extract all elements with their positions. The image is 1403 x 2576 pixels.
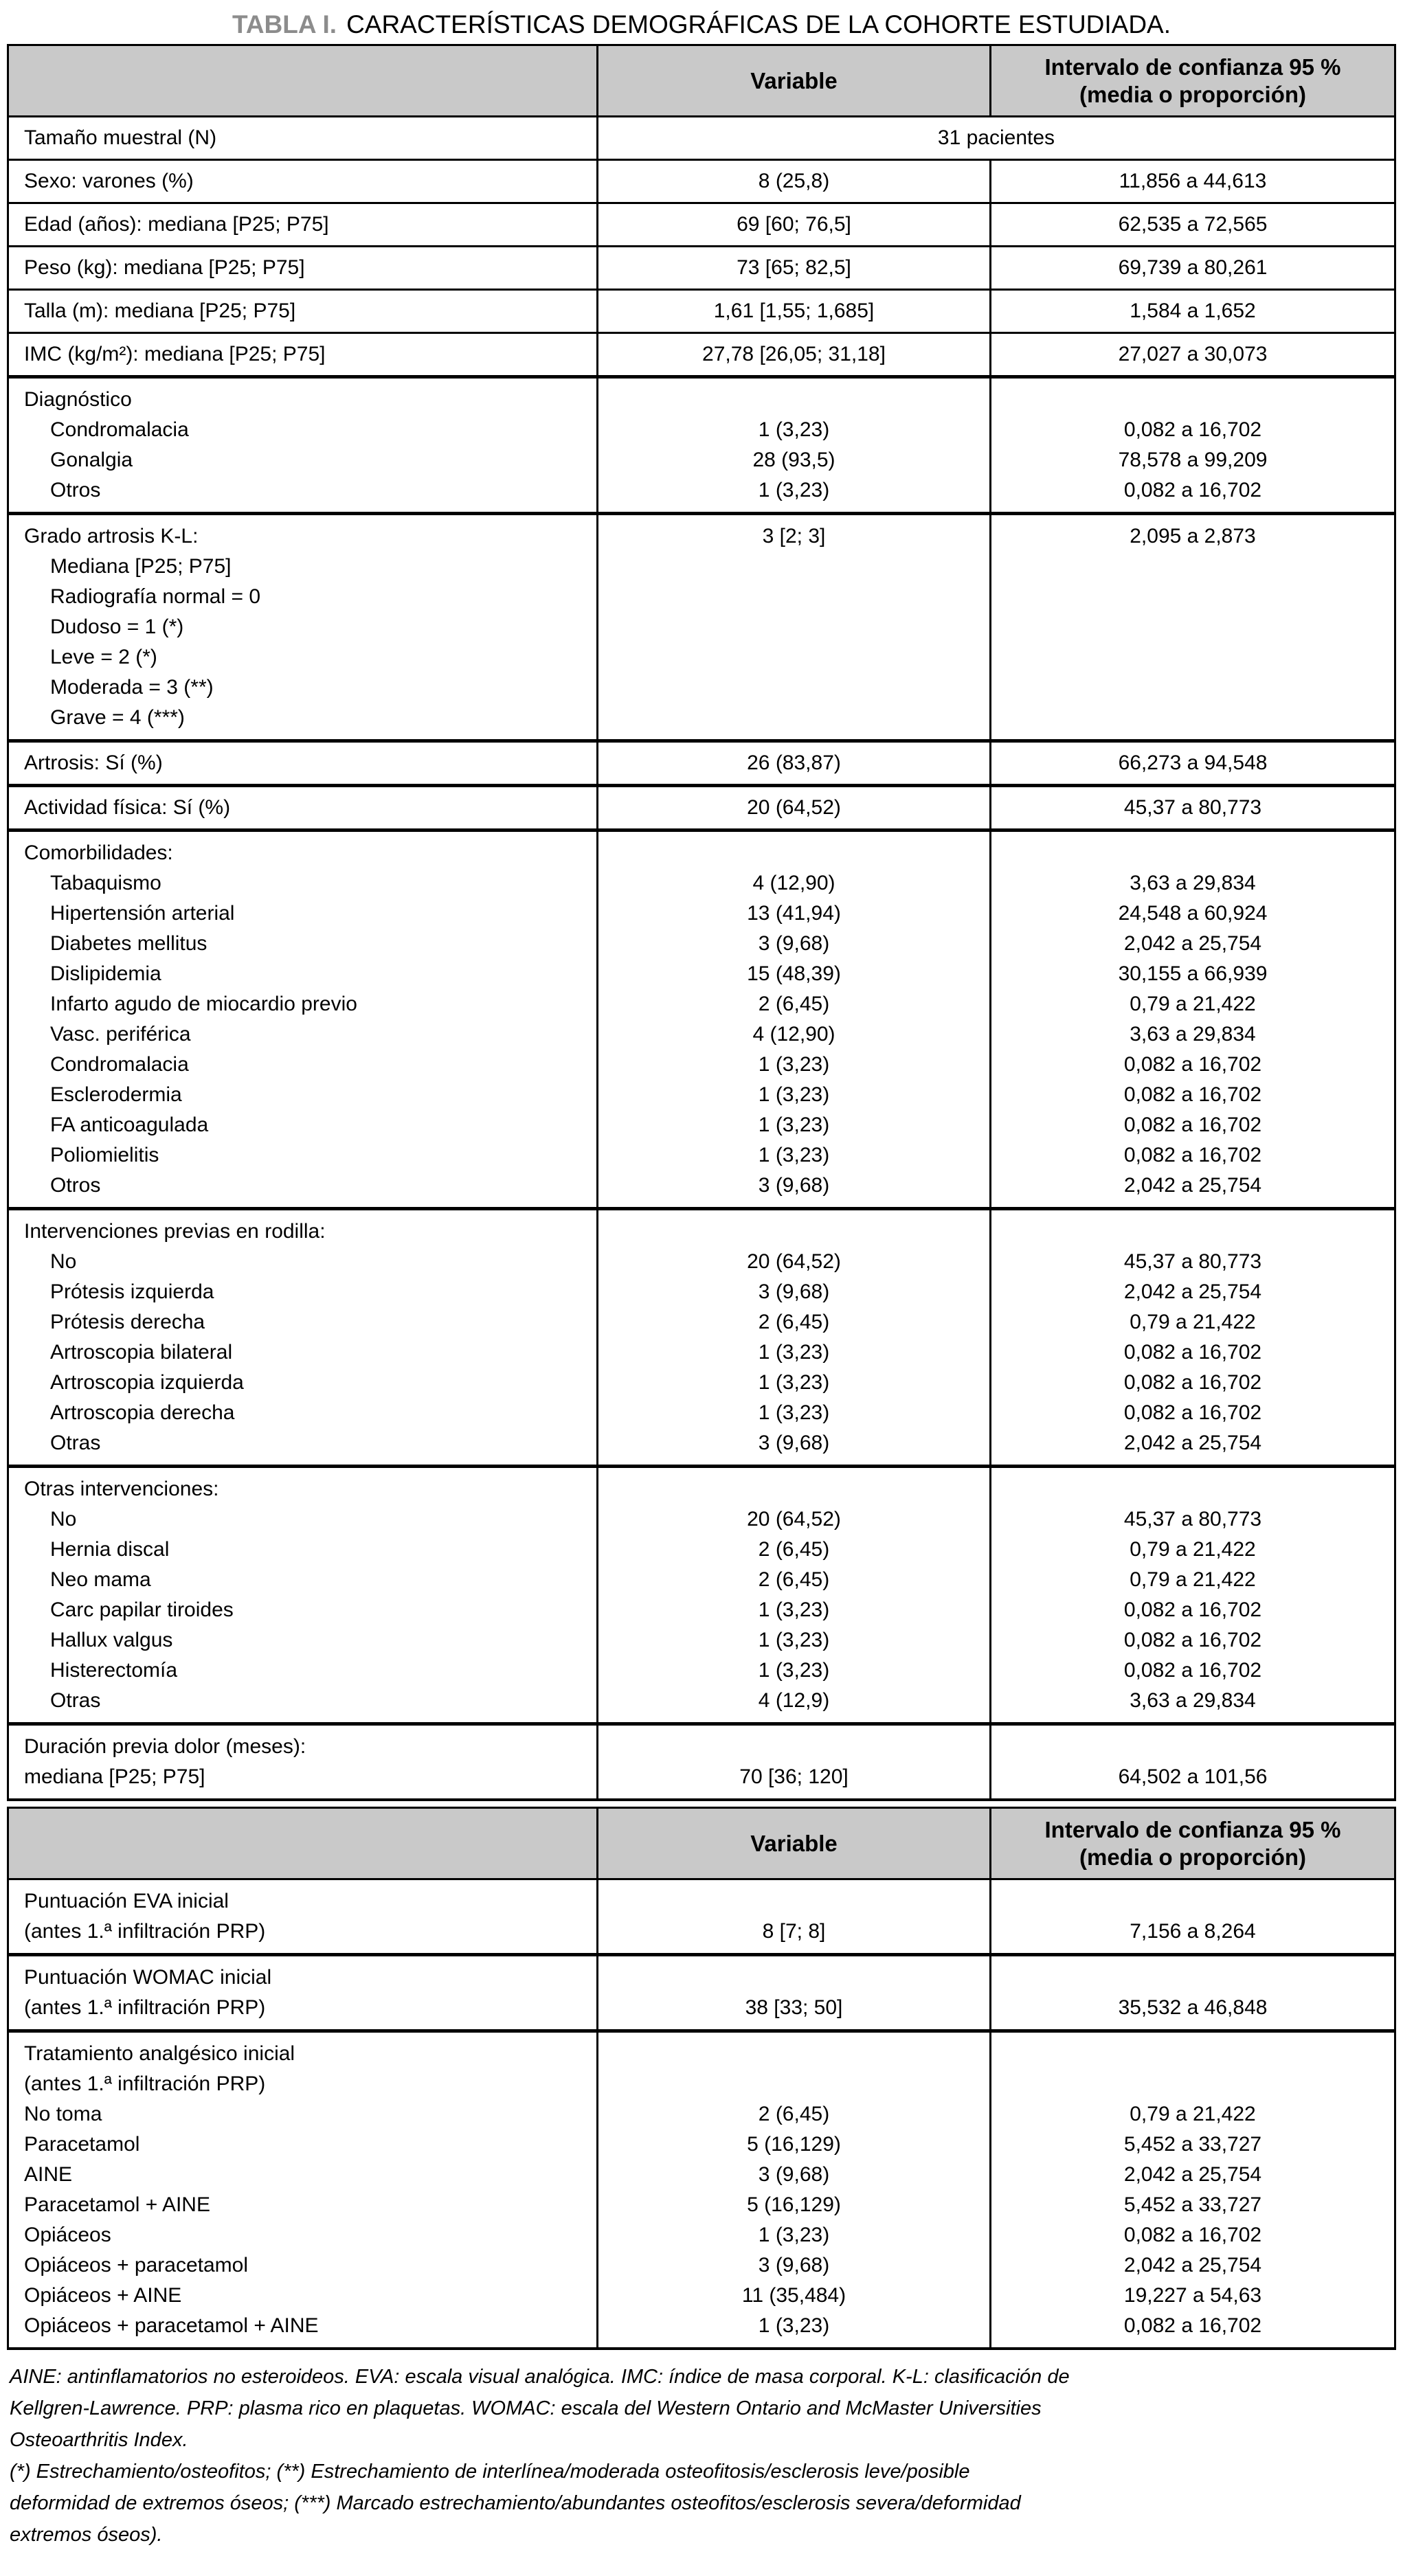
row-ci: 0,082 a 16,702 (1123, 1053, 1262, 1076)
row-value: 2 (6,45) (758, 1538, 830, 1561)
table-row-group (9, 1953, 1394, 2029)
header-cell-variable: Variable (596, 1809, 989, 1878)
variable-column (596, 204, 989, 245)
row-value: 1 (3,23) (758, 418, 830, 441)
row-value (598, 2069, 989, 2099)
row-label: No toma (24, 2103, 102, 2125)
table-row-group (9, 512, 1394, 739)
label-column (9, 787, 596, 828)
table-title-number: TABLA I. (232, 10, 337, 38)
row-value (598, 552, 989, 582)
row-label: Sexo: varones (%) (24, 170, 194, 192)
row-label: Duración previa dolor (meses): (24, 1735, 306, 1758)
row-ci: 3,63 a 29,834 (1130, 872, 1256, 894)
confidence-interval-column (989, 1726, 1394, 1798)
row-label: Paracetamol (24, 2133, 140, 2156)
row-value: 5 (16,129) (747, 2133, 841, 2156)
row-value: 27,78 [26,05; 31,18] (702, 343, 886, 365)
row-value (598, 582, 989, 612)
row-ci (991, 2069, 1394, 2099)
row-label: Opiáceos + paracetamol + AINE (24, 2314, 319, 2337)
row-ci: 2,042 a 25,754 (1123, 2163, 1262, 2186)
confidence-interval-column (989, 247, 1394, 289)
row-ci: 5,452 a 33,727 (1123, 2193, 1262, 2216)
row-value: 1 (3,23) (758, 1053, 830, 1076)
row-value: 3 [2; 3] (762, 525, 826, 547)
row-label: No (50, 1250, 77, 1273)
row-ci: 35,532 a 46,848 (1118, 1996, 1268, 2019)
label-column (9, 832, 596, 1207)
row-ci: 30,155 a 66,939 (1118, 962, 1268, 985)
row-label: Poliomielitis (50, 1144, 159, 1166)
variable-column (596, 117, 1394, 159)
row-ci: 19,227 a 54,63 (1123, 2284, 1262, 2307)
row-ci: 0,79 a 21,422 (1130, 993, 1256, 1015)
row-value (598, 2039, 989, 2069)
row-ci: 66,273 a 94,548 (1118, 752, 1268, 774)
table-header (9, 1809, 1394, 1880)
row-value: 1 (3,23) (758, 2224, 830, 2246)
row-value: 69 [60; 76,5] (737, 213, 851, 236)
row-label: Condromalacia (50, 1053, 189, 1076)
row-value: 1 (3,23) (758, 1629, 830, 1651)
row-ci: 45,37 a 80,773 (1123, 1250, 1262, 1273)
variable-column (596, 515, 989, 739)
row-value (598, 673, 989, 703)
footnote-line: Kellgren-Lawrence. PRP: plasma rico en plaquetas. WOMAC: escala del Western Ontario and McMaster Universities (10, 2397, 1042, 2419)
table-row-group (9, 375, 1394, 512)
demographics-table (7, 44, 1396, 1801)
row-label: Artroscopia derecha (50, 1401, 235, 1424)
row-value (598, 1217, 989, 1247)
row-label: Prótesis izquierda (50, 1280, 214, 1303)
row-value: 1 (3,23) (758, 1341, 830, 1364)
page (0, 10, 1403, 2576)
row-ci: 45,37 a 80,773 (1123, 1508, 1262, 1530)
row-label: Otras (50, 1689, 101, 1712)
variable-column (596, 1468, 989, 1722)
variable-column (596, 291, 989, 332)
variable-column (596, 832, 989, 1207)
row-label: Opiáceos + paracetamol (24, 2254, 249, 2276)
row-label: Carc papilar tiroides (50, 1598, 234, 1621)
row-value (598, 1886, 989, 1917)
table-row-group (9, 1207, 1394, 1465)
row-ci: 2,095 a 2,873 (1130, 525, 1256, 547)
row-value: 3 (9,68) (758, 1280, 830, 1303)
row-label: Tamaño muestral (N) (24, 126, 217, 149)
confidence-interval-column (989, 379, 1394, 512)
row-label: No (50, 1508, 77, 1530)
row-label: Otros (50, 479, 101, 501)
row-value: 20 (64,52) (747, 1508, 841, 1530)
row-label: (antes 1.ª infiltración PRP) (24, 1996, 266, 2019)
header-cell-confidence-interval: Intervalo de confianza 95 % (media o proporción) (989, 46, 1394, 115)
label-column (9, 1956, 596, 2029)
row-value: 13 (41,94) (747, 902, 841, 925)
label-column (9, 291, 596, 332)
row-label: Comorbilidades: (24, 841, 173, 864)
row-ci: 69,739 a 80,261 (1118, 256, 1268, 279)
row-label: Dislipidemia (50, 962, 161, 985)
confidence-interval-column (989, 515, 1394, 739)
row-value: 3 (9,68) (758, 932, 830, 955)
header-cell-confidence-interval: Intervalo de confianza 95 % (media o proporción) (989, 1809, 1394, 1878)
confidence-interval-column (989, 1468, 1394, 1722)
row-label: Leve = 2 (*) (50, 646, 157, 668)
row-label: Mediana [P25; P75] (50, 555, 232, 578)
row-ci: 24,548 a 60,924 (1118, 902, 1268, 925)
row-value: 5 (16,129) (747, 2193, 841, 2216)
footnote-line: extremos óseos). (10, 2524, 163, 2546)
table-row-group (9, 245, 1394, 289)
row-label: (antes 1.ª infiltración PRP) (24, 1920, 266, 1943)
header-cell-empty (9, 1809, 596, 1878)
label-column (9, 743, 596, 784)
row-ci (991, 582, 1394, 612)
row-ci: 5,452 a 33,727 (1123, 2133, 1262, 2156)
confidence-interval-column (989, 204, 1394, 245)
row-value: 3 (9,68) (758, 2163, 830, 2186)
row-ci (991, 838, 1394, 868)
footnote-line: Osteoarthritis Index. (10, 2429, 188, 2451)
row-ci (991, 1886, 1394, 1917)
footnote-line: AINE: antinflamatorios no esteroideos. EVA: escala visual analógica. IMC: índice de masa corporal. K-L: clasificación de (10, 2366, 1070, 2388)
row-value: 15 (48,39) (747, 962, 841, 985)
row-label: Gonalgia (50, 449, 133, 471)
header-cell-empty (9, 46, 596, 115)
row-value: 1 (3,23) (758, 1659, 830, 1682)
row-label: Artrosis: Sí (%) (24, 752, 163, 774)
row-label: IMC (kg/m²): mediana [P25; P75] (24, 343, 326, 365)
row-value: 1 (3,23) (758, 1598, 830, 1621)
row-value: 20 (64,52) (747, 1250, 841, 1273)
row-label: Diagnóstico (24, 388, 132, 411)
row-label: Tabaquismo (50, 872, 161, 894)
row-ci: 0,082 a 16,702 (1123, 1659, 1262, 1682)
row-value (598, 1474, 989, 1504)
row-ci (991, 2039, 1394, 2069)
row-value: 1 (3,23) (758, 2314, 830, 2337)
row-ci: 2,042 a 25,754 (1123, 932, 1262, 955)
table-header (9, 46, 1394, 117)
row-label: Opiáceos (24, 2224, 111, 2246)
footnote-line: (*) Estrechamiento/osteofitos; (**) Estrechamiento de interlínea/moderada osteofitosis/esclerosis leve/posible (10, 2461, 970, 2483)
row-value: 3 (9,68) (758, 1432, 830, 1454)
variable-column (596, 1210, 989, 1465)
row-value: 1 (3,23) (758, 479, 830, 501)
confidence-interval-column (989, 161, 1394, 202)
row-ci: 45,37 a 80,773 (1123, 796, 1262, 819)
row-label: Grave = 4 (***) (50, 706, 185, 729)
row-ci: 3,63 a 29,834 (1130, 1023, 1256, 1046)
row-ci: 3,63 a 29,834 (1130, 1689, 1256, 1712)
row-label: Neo mama (50, 1568, 151, 1591)
label-column (9, 117, 596, 159)
table-row-group (9, 828, 1394, 1207)
row-label: Intervenciones previas en rodilla: (24, 1220, 326, 1243)
row-ci (991, 642, 1394, 673)
row-value: 4 (12,9) (758, 1689, 830, 1712)
variable-column (596, 334, 989, 375)
row-value (598, 612, 989, 642)
row-ci: 0,79 a 21,422 (1130, 1538, 1256, 1561)
row-value: 1 (3,23) (758, 1083, 830, 1106)
row-value: 3 (9,68) (758, 2254, 830, 2276)
confidence-interval-column (989, 743, 1394, 784)
row-ci: 0,082 a 16,702 (1123, 1598, 1262, 1621)
label-column (9, 2033, 596, 2347)
variable-column (596, 1956, 989, 2029)
row-label: (antes 1.ª infiltración PRP) (24, 2072, 266, 2095)
label-column (9, 161, 596, 202)
label-column (9, 379, 596, 512)
row-ci (991, 1474, 1394, 1504)
row-label: Histerectomía (50, 1659, 178, 1682)
row-label: Esclerodermia (50, 1083, 182, 1106)
row-ci: 0,082 a 16,702 (1123, 1629, 1262, 1651)
row-value: 1 (3,23) (758, 1114, 830, 1136)
confidence-interval-column (989, 1880, 1394, 1953)
row-value: 1,61 [1,55; 1,685] (713, 300, 875, 322)
row-ci: 0,082 a 16,702 (1123, 1401, 1262, 1424)
row-value: 4 (12,90) (752, 1023, 835, 1046)
variable-column (596, 2033, 989, 2347)
row-label: Condromalacia (50, 418, 189, 441)
row-ci: 0,082 a 16,702 (1123, 1144, 1262, 1166)
table-row-group (9, 784, 1394, 828)
header-cell-variable: Variable (596, 46, 989, 115)
row-label: AINE (24, 2163, 73, 2186)
table-row-group (9, 739, 1394, 784)
table-title (7, 10, 1396, 40)
row-value: 31 pacientes (937, 126, 1055, 149)
row-label: Moderada = 3 (**) (50, 676, 214, 699)
row-label: Infarto agudo de miocardio previo (50, 993, 357, 1015)
table-body (9, 117, 1394, 1798)
row-value (598, 1732, 989, 1762)
row-ci (991, 385, 1394, 415)
row-ci: 0,082 a 16,702 (1123, 1371, 1262, 1394)
confidence-interval-column (989, 1956, 1394, 2029)
row-label: FA anticoagulada (50, 1114, 209, 1136)
row-label: Hernia discal (50, 1538, 170, 1561)
row-label: Artroscopia izquierda (50, 1371, 244, 1394)
row-ci: 0,082 a 16,702 (1123, 2224, 1262, 2246)
row-label: Talla (m): mediana [P25; P75] (24, 300, 296, 322)
row-value: 3 (9,68) (758, 1174, 830, 1197)
row-label: Puntuación WOMAC inicial (24, 1966, 272, 1989)
footnote-line: deformidad de extremos óseos; (***) Marcado estrechamiento/abundantes osteofitos/esclerosis severa/deformidad (10, 2492, 1021, 2514)
row-ci (991, 1963, 1394, 1993)
row-label: Hipertensión arterial (50, 902, 235, 925)
row-value: 8 (25,8) (758, 170, 830, 192)
table-row-group (9, 289, 1394, 332)
table-row-group (9, 202, 1394, 245)
row-label: Grado artrosis K-L: (24, 525, 199, 547)
table-row-group (9, 159, 1394, 202)
row-ci: 0,082 a 16,702 (1123, 2314, 1262, 2337)
row-value: 4 (12,90) (752, 872, 835, 894)
variable-column (596, 743, 989, 784)
row-ci: 11,856 a 44,613 (1119, 170, 1267, 192)
row-ci: 64,502 a 101,56 (1118, 1765, 1268, 1788)
row-ci: 0,082 a 16,702 (1123, 479, 1262, 501)
row-ci (991, 673, 1394, 703)
label-column (9, 204, 596, 245)
confidence-interval-column (989, 787, 1394, 828)
row-label: Vasc. periférica (50, 1023, 191, 1046)
row-label: Radiografía normal = 0 (50, 585, 261, 608)
variable-column (596, 1726, 989, 1798)
table-row-group (9, 117, 1394, 159)
row-ci: 0,082 a 16,702 (1123, 1114, 1262, 1136)
variable-column (596, 379, 989, 512)
row-value (598, 385, 989, 415)
footnotes (10, 2361, 1395, 2551)
row-label: Diabetes mellitus (50, 932, 207, 955)
variable-column (596, 1880, 989, 1953)
row-ci (991, 703, 1394, 733)
row-ci: 0,79 a 21,422 (1130, 2103, 1256, 2125)
row-label: Artroscopia bilateral (50, 1341, 233, 1364)
variable-column (596, 787, 989, 828)
table-row-group (9, 1465, 1394, 1722)
table-row-group (9, 1880, 1394, 1953)
row-ci: 0,082 a 16,702 (1123, 1341, 1262, 1364)
row-ci: 2,042 a 25,754 (1123, 1280, 1262, 1303)
label-column (9, 1880, 596, 1953)
confidence-interval-column (989, 334, 1394, 375)
row-label: Otros (50, 1174, 101, 1197)
row-value: 2 (6,45) (758, 993, 830, 1015)
table-title-text: CARACTERÍSTICAS DEMOGRÁFICAS DE LA COHORTE ESTUDIADA. (346, 10, 1171, 38)
row-label: Otras intervenciones: (24, 1478, 219, 1500)
table-row-group (9, 1722, 1394, 1798)
label-column (9, 1468, 596, 1722)
row-label: Otras (50, 1432, 101, 1454)
row-value: 2 (6,45) (758, 2103, 830, 2125)
row-label: Peso (kg): mediana [P25; P75] (24, 256, 305, 279)
row-label: Actividad física: Sí (%) (24, 796, 231, 819)
row-label: Puntuación EVA inicial (24, 1890, 229, 1912)
label-column (9, 1726, 596, 1798)
confidence-interval-column (989, 832, 1394, 1207)
row-value: 26 (83,87) (747, 752, 841, 774)
row-label: Edad (años): mediana [P25; P75] (24, 213, 329, 236)
row-ci: 0,79 a 21,422 (1130, 1568, 1256, 1591)
row-value (598, 642, 989, 673)
row-value: 73 [65; 82,5] (737, 256, 851, 279)
row-label: Hallux valgus (50, 1629, 173, 1651)
table-row-group (9, 332, 1394, 375)
table-row-group (9, 2029, 1394, 2347)
label-column (9, 247, 596, 289)
row-value: 20 (64,52) (747, 796, 841, 819)
row-label: Tratamiento analgésico inicial (24, 2042, 295, 2065)
row-ci: 2,042 a 25,754 (1123, 1174, 1262, 1197)
row-ci: 27,027 a 30,073 (1118, 343, 1268, 365)
row-label: Paracetamol + AINE (24, 2193, 210, 2216)
row-ci: 2,042 a 25,754 (1123, 2254, 1262, 2276)
row-ci: 2,042 a 25,754 (1123, 1432, 1262, 1454)
row-value: 2 (6,45) (758, 1568, 830, 1591)
row-ci: 0,082 a 16,702 (1123, 418, 1262, 441)
scores-table (7, 1807, 1396, 2350)
row-ci: 7,156 a 8,264 (1130, 1920, 1256, 1943)
label-column (9, 334, 596, 375)
row-ci: 78,578 a 99,209 (1118, 449, 1268, 471)
row-ci (991, 552, 1394, 582)
row-label: Prótesis derecha (50, 1311, 205, 1333)
row-label: mediana [P25; P75] (24, 1765, 205, 1788)
row-label: Dudoso = 1 (*) (50, 615, 184, 638)
confidence-interval-column (989, 291, 1394, 332)
variable-column (596, 247, 989, 289)
row-ci (991, 612, 1394, 642)
row-ci (991, 1732, 1394, 1762)
row-value: 1 (3,23) (758, 1401, 830, 1424)
row-ci: 0,79 a 21,422 (1130, 1311, 1256, 1333)
table-body (9, 1880, 1394, 2347)
row-value (598, 1963, 989, 1993)
row-ci: 1,584 a 1,652 (1130, 300, 1256, 322)
label-column (9, 515, 596, 739)
row-value: 2 (6,45) (758, 1311, 830, 1333)
row-value: 38 [33; 50] (745, 1996, 843, 2019)
row-value: 1 (3,23) (758, 1144, 830, 1166)
row-value (598, 703, 989, 733)
row-ci: 62,535 a 72,565 (1118, 213, 1268, 236)
confidence-interval-column (989, 2033, 1394, 2347)
row-ci (991, 1217, 1394, 1247)
label-column (9, 1210, 596, 1465)
row-value (598, 838, 989, 868)
row-value: 8 [7; 8] (762, 1920, 826, 1943)
row-value: 1 (3,23) (758, 1371, 830, 1394)
confidence-interval-column (989, 1210, 1394, 1465)
row-ci: 0,082 a 16,702 (1123, 1083, 1262, 1106)
row-value: 11 (35,484) (741, 2284, 846, 2307)
row-value: 28 (93,5) (752, 449, 835, 471)
variable-column (596, 161, 989, 202)
row-label: Opiáceos + AINE (24, 2284, 182, 2307)
row-value: 70 [36; 120] (739, 1765, 849, 1788)
